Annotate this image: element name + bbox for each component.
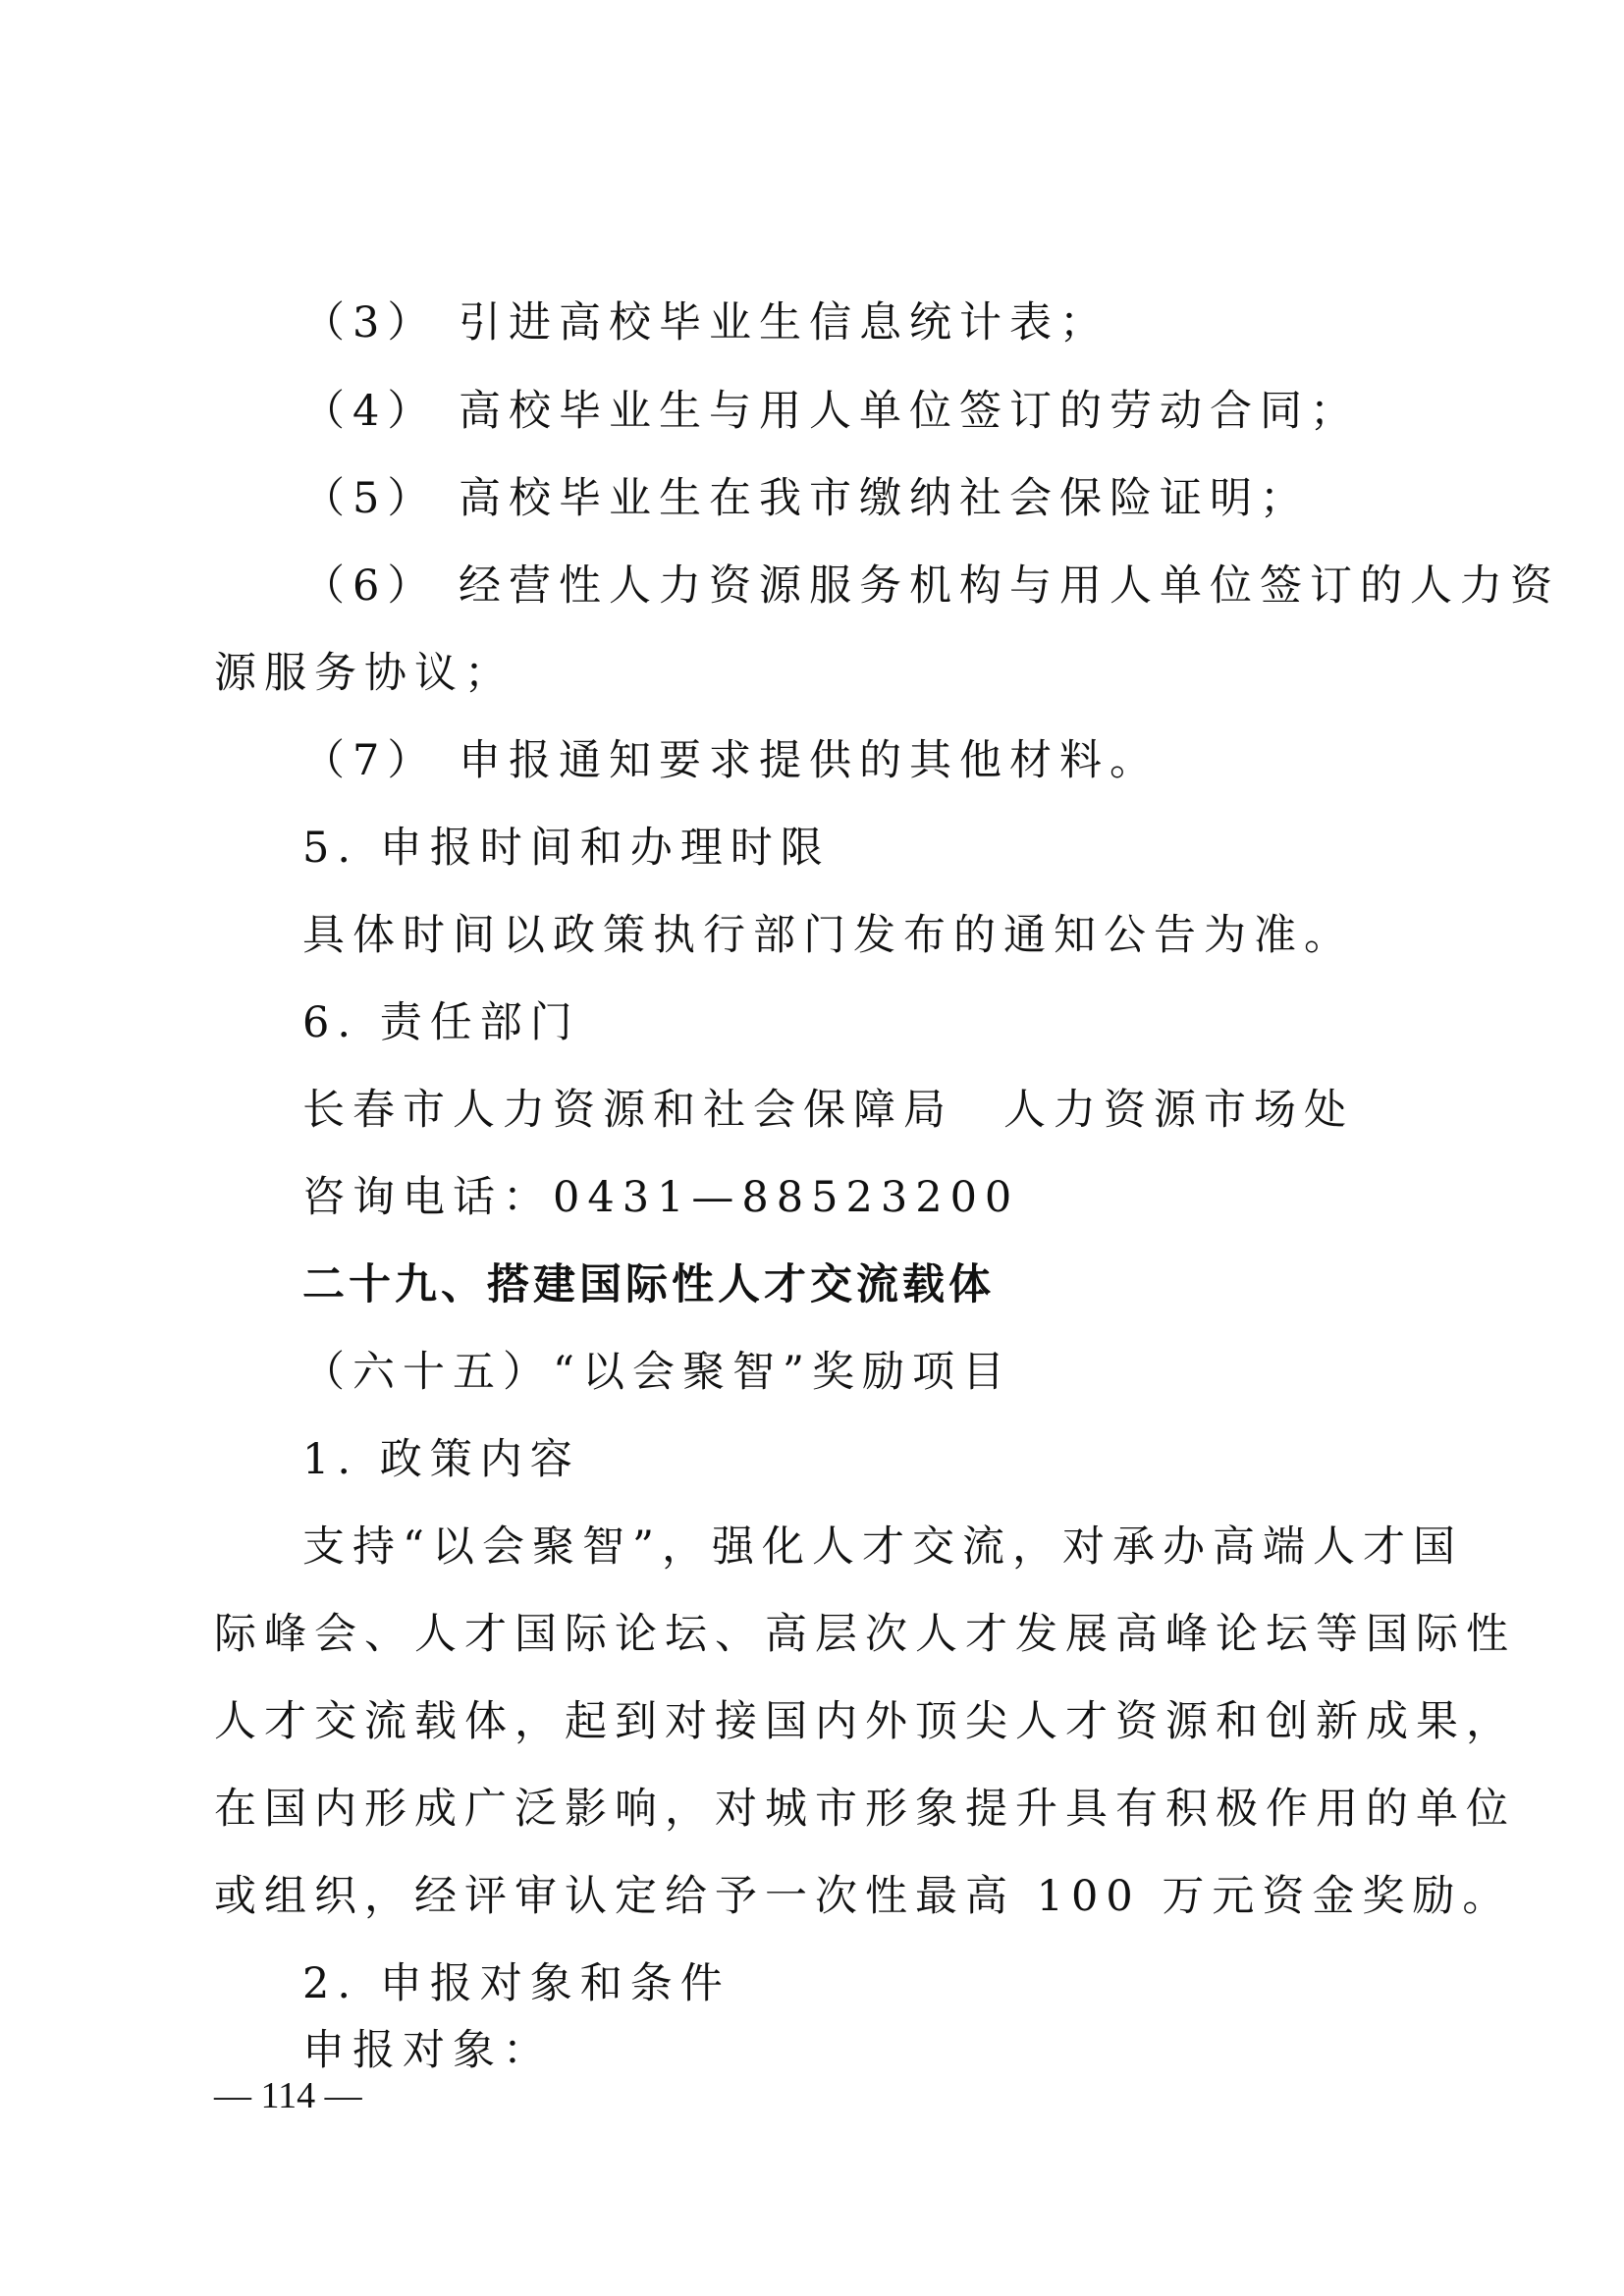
list-item-4: （4） 高校毕业生与用人单位签订的劳动合同； <box>302 387 1361 436</box>
paragraph-line: 支持“以会聚智”，强化人才交流，对承办高端人才国 <box>302 1522 1463 1572</box>
list-item-6: （6） 经营性人力资源服务机构与用人单位签订的人力资 <box>302 561 1561 611</box>
applicant-label: 申报对象： <box>302 2026 553 2075</box>
section-heading-2: 2. 申报对象和条件 <box>302 1959 731 2008</box>
body-paragraph: 具体时间以政策执行部门发布的通知公告为准。 <box>302 911 1354 960</box>
section-heading-1: 1. 政策内容 <box>302 1435 580 1484</box>
paragraph-line: 在国内形成广泛影响，对城市形象提升具有积极作用的单位 <box>214 1785 1516 1834</box>
list-item-3: （3） 引进高校毕业生信息统计表； <box>302 298 1110 347</box>
paragraph-line: 人才交流载体，起到对接国内外顶尖人才资源和创新成果， <box>214 1697 1516 1746</box>
paragraph-line: 际峰会、人才国际论坛、高层次人才发展高峰论坛等国际性 <box>214 1610 1516 1659</box>
paragraph-line: 或组织，经评审认定给予一次性最高 100 万元资金奖励。 <box>214 1872 1513 1921</box>
section-heading-6: 6. 责任部门 <box>302 998 580 1047</box>
item-heading: （六十五）“以会聚智”奖励项目 <box>302 1348 1012 1397</box>
chapter-heading: 二十九、搭建国际性人才交流载体 <box>302 1260 995 1309</box>
responsible-department: 长春市人力资源和社会保障局 人力资源市场处 <box>302 1086 1354 1135</box>
contact-phone: 咨询电话：0431—88523200 <box>302 1173 1020 1222</box>
list-item-6-continued: 源服务协议； <box>214 649 514 698</box>
section-heading-5: 5. 申报时间和办理时限 <box>302 824 831 873</box>
list-item-5: （5） 高校毕业生在我市缴纳社会保险证明； <box>302 474 1311 523</box>
page-number: — 114 — <box>214 2075 362 2116</box>
list-item-7: （7） 申报通知要求提供的其他材料。 <box>302 736 1161 785</box>
